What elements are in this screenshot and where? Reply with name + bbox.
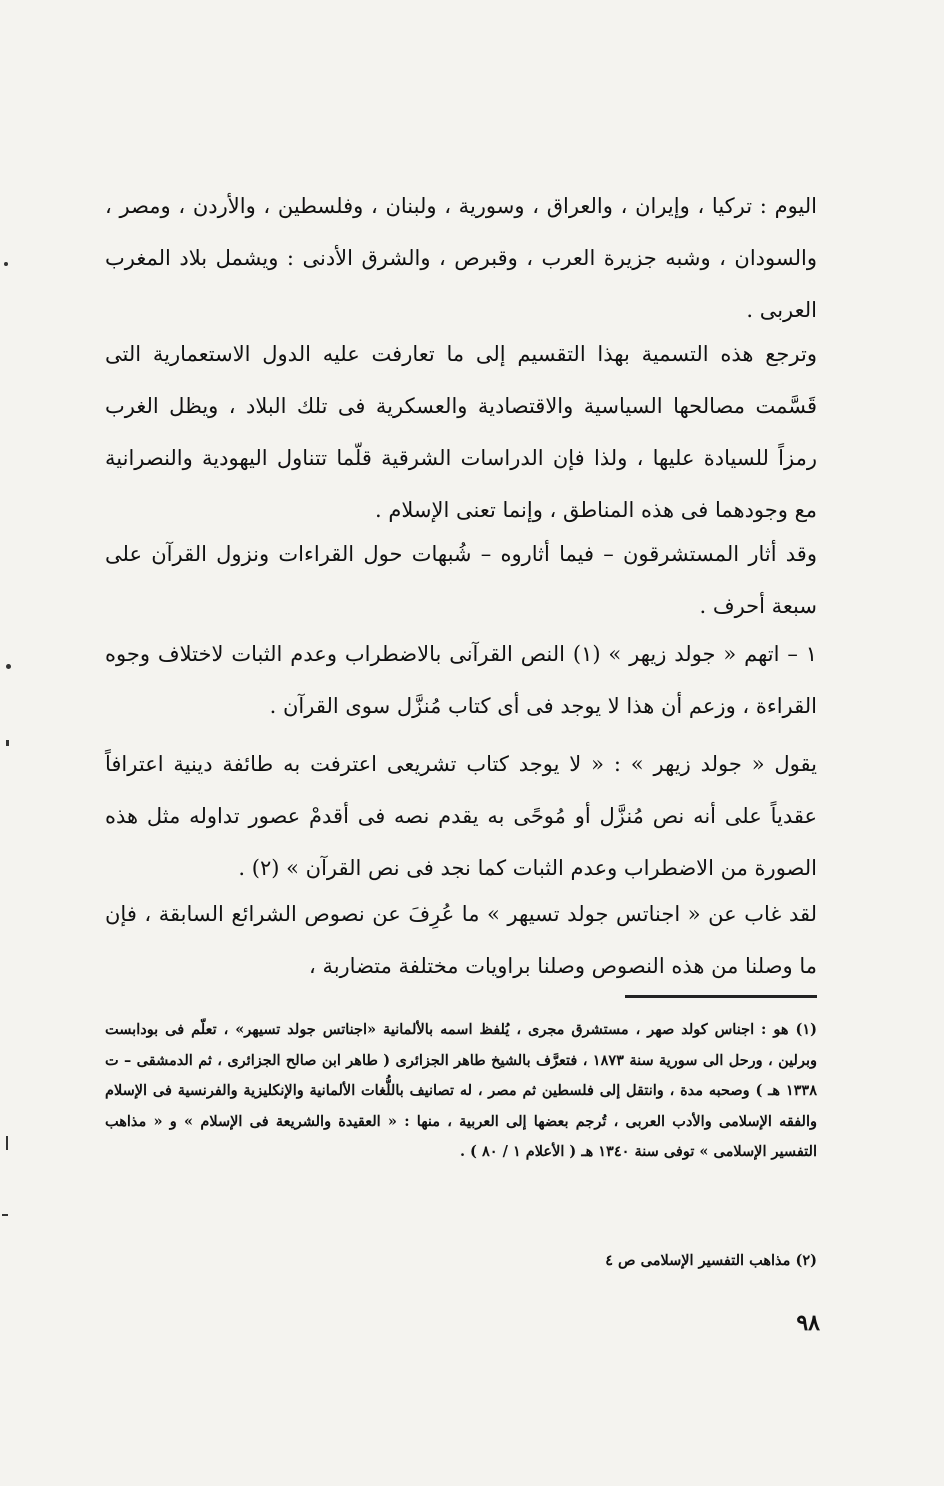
scan-mark: [4, 262, 8, 266]
paragraph-4: ١ – اتهم « جولد زيهر » (١) النص القرآنى بالاضطراب وعدم الثبات لاختلاف وجوه القراءة ، وزعم أن هذا لا يوجد فى أى كتاب مُنزَّل سوى القرآن .: [105, 642, 817, 718]
scan-mark: [6, 740, 9, 746]
scan-mark: [6, 1136, 8, 1150]
paragraph-1: اليوم : تركيا ، وإيران ، والعراق ، وسورية ، ولبنان ، وفلسطين ، والأردن ، ومصر ، والسودان ، وشبه جزيرة العرب ، وقبرص ، والشرق الأدنى : ويشمل بلاد المغرب العربى .: [105, 194, 817, 322]
paragraph-5: يقول « جولد زيهر » : « لا يوجد كتاب تشريعى اعترفت به طائفة دينية اعترافاً عقدياً على أنه نص مُنزَّل أو مُوحًى به يقدم نصه فى أقدمْ عصور تداوله مثل هذه الصورة من الاضطراب وعدم الثبات كما نجد فى نص القرآن » (٢) .: [105, 752, 817, 880]
paragraph-3: وقد أثار المستشرقون – فيما أثاروه – شُبهات حول القراءات ونزول القرآن على سبعة أحرف .: [105, 542, 817, 618]
scan-mark: [2, 1214, 8, 1216]
footnote-separator: [625, 995, 817, 998]
scan-mark: [6, 664, 11, 669]
page-number: ٩٨: [796, 1310, 820, 1336]
footnote-1: (١) هو : اجناس كولد صهر ، مستشرق مجرى ، يُلفظ اسمه بالألمانية «اجناتس جولد تسيهر» ، تعلّم فى بودابست وبرلين ، ورحل الى سورية سنة ١٨٧٣ ، فتعرَّف بالشيخ طاهر الجزائرى ( طاهر ابن صالح الجزائرى ، ثم الدمشقى – ت ١٣٣٨ هـ ) وصحبه مدة ، وانتقل إلى فلسطين ثم مصر ، له تصانيف باللُّغات الألمانية والإنكليزية والفرنسية فى الإسلام والفقه الإسلامى والأدب العربى ، تُرجم بعضها إلى العربية ، منها : « العقيدة والشريعة فى الإسلام » و « مذاهب التفسير الإسلامى » توفى سنة ١٣٤٠ هـ ( الأعلام ١ / ٨٠ ) .: [105, 1021, 817, 1160]
paragraph-6: لقد غاب عن « اجناتس جولد تسيهر » ما عُرِفَ عن نصوص الشرائع السابقة ، فإن ما وصلنا من هذه النصوص وصلنا براويات مختلفة متضاربة ،: [105, 902, 817, 978]
footnote-2: (٢) مذاهب التفسير الإسلامى ص ٤: [605, 1252, 817, 1269]
paragraph-2: وترجع هذه التسمية بهذا التقسيم إلى ما تعارفت عليه الدول الاستعمارية التى قَسَّمت مصالحها السياسية والاقتصادية والعسكرية فى تلك البلاد ، ويظل الغرب رمزاً للسيادة عليها ، ولذا فإن الدراسات الشرقية قلّما تتناول اليهودية والنصرانية مع وجودهما فى هذه المناطق ، وإنما تعنى الإسلام .: [105, 342, 817, 522]
